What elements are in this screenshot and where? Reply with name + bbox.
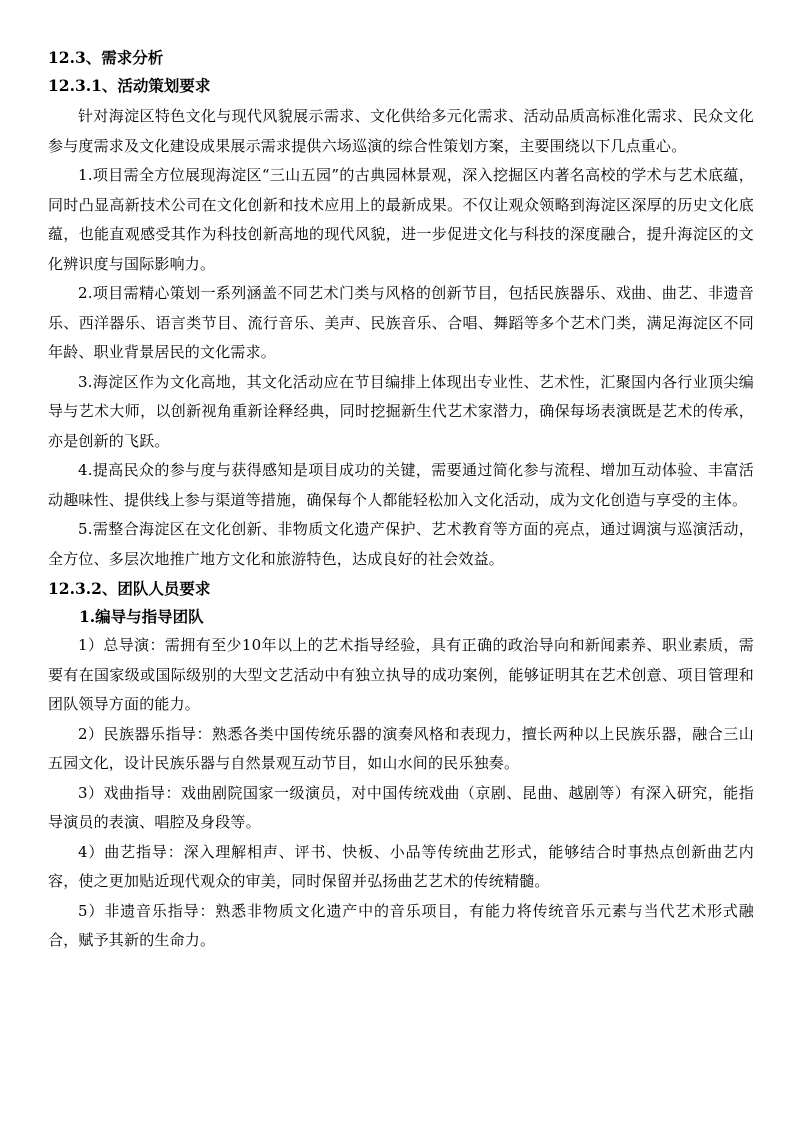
list-item: 5.需整合海淀区在文化创新、非物质文化遗产保护、艺术教育等方面的亮点，通过调演与巡演活动，全方位、多层次地推广地方文化和旅游特色，达成良好的社会效益。 — [48, 520, 754, 568]
document-page — [48, 44, 754, 956]
intro-paragraph: 针对海淀区特色文化与现代风貌展示需求、文化供给多元化需求、活动品质高标准化需求、民众文化参与度需求及文化建设成果展示需求提供六场巡演的综合性策划方案，主要围绕以下几点重心。 — [48, 107, 754, 155]
list-item: 4.提高民众的参与度与获得感知是项目成功的关键，需要通过简化参与流程、增加互动体验、丰富活动趣味性、提供线上参与渠道等措施，确保每个人都能轻松加入文化活动，成为文化创造与享受的主体。 — [48, 461, 754, 509]
subsection-heading-activity-planning: 12.3.1、活动策划要求 — [48, 76, 211, 95]
list-item: 3）戏曲指导：戏曲剧院国家一级演员，对中国传统戏曲（京剧、昆曲、越剧等）有深入研究，能指导演员的表演、唱腔及身段等。 — [48, 783, 754, 831]
list-item: 3.海淀区作为文化高地，其文化活动应在节目编排上体现出专业性、艺术性，汇聚国内各行业顶尖编导与艺术大师，以创新视角重新诠释经典，同时挖掘新生代艺术家潜力，确保每场表演既是艺术的传承，亦是创新的飞跃。 — [48, 372, 754, 450]
list-item: 2.项目需精心策划一系列涵盖不同艺术门类与风格的创新节目，包括民族器乐、戏曲、曲艺、非遗音乐、西洋器乐、语言类节目、流行音乐、美声、民族音乐、合唱、舞蹈等多个艺术门类，满足海淀区不同年龄、职业背景居民的文化需求。 — [48, 284, 754, 361]
list-item: 1）总导演：需拥有至少10年以上的艺术指导经验，具有正确的政治导向和新闻素养、职业素质，需要有在国家级或国际级别的大型文艺活动中有独立执导的成功案例，能够证明其在艺术创意、项目管理和团队领导方面的能力。 — [48, 636, 754, 713]
list-item: 5）非遗音乐指导：熟悉非物质文化遗产中的音乐项目，有能力将传统音乐元素与当代艺术形式融合，赋予其新的生命力。 — [48, 901, 754, 949]
list-item: 1.项目需全方位展现海淀区“三山五园”的古典园林景观，深入挖掘区内著名高校的学术与艺术底蕴，同时凸显高新技术公司在文化创新和技术应用上的最新成果。不仅让观众领略到海淀区深厚的历史文化底蕴，也能直观感受其作为科技创新高地的现代风貌，进一步促进文化与科技的深度融合，提升海淀区的文化辨识度与国际影响力。 — [48, 166, 754, 273]
list-item: 4）曲艺指导：深入理解相声、评书、快板、小品等传统曲艺形式，能够结合时事热点创新曲艺内容，使之更加贴近现代观众的审美，同时保留并弘扬曲艺艺术的传统精髓。 — [48, 842, 754, 890]
section-heading: 12.3、需求分析 — [48, 48, 164, 67]
team-heading: 1.编导与指导团队 — [79, 607, 204, 626]
subsection-heading-team-requirements: 12.3.2、团队人员要求 — [48, 579, 211, 598]
list-item: 2）民族器乐指导：熟悉各类中国传统乐器的演奏风格和表现力，擅长两种以上民族乐器，融合三山五园文化，设计民族乐器与自然景观互动节目，如山水间的民乐独奏。 — [48, 724, 754, 772]
